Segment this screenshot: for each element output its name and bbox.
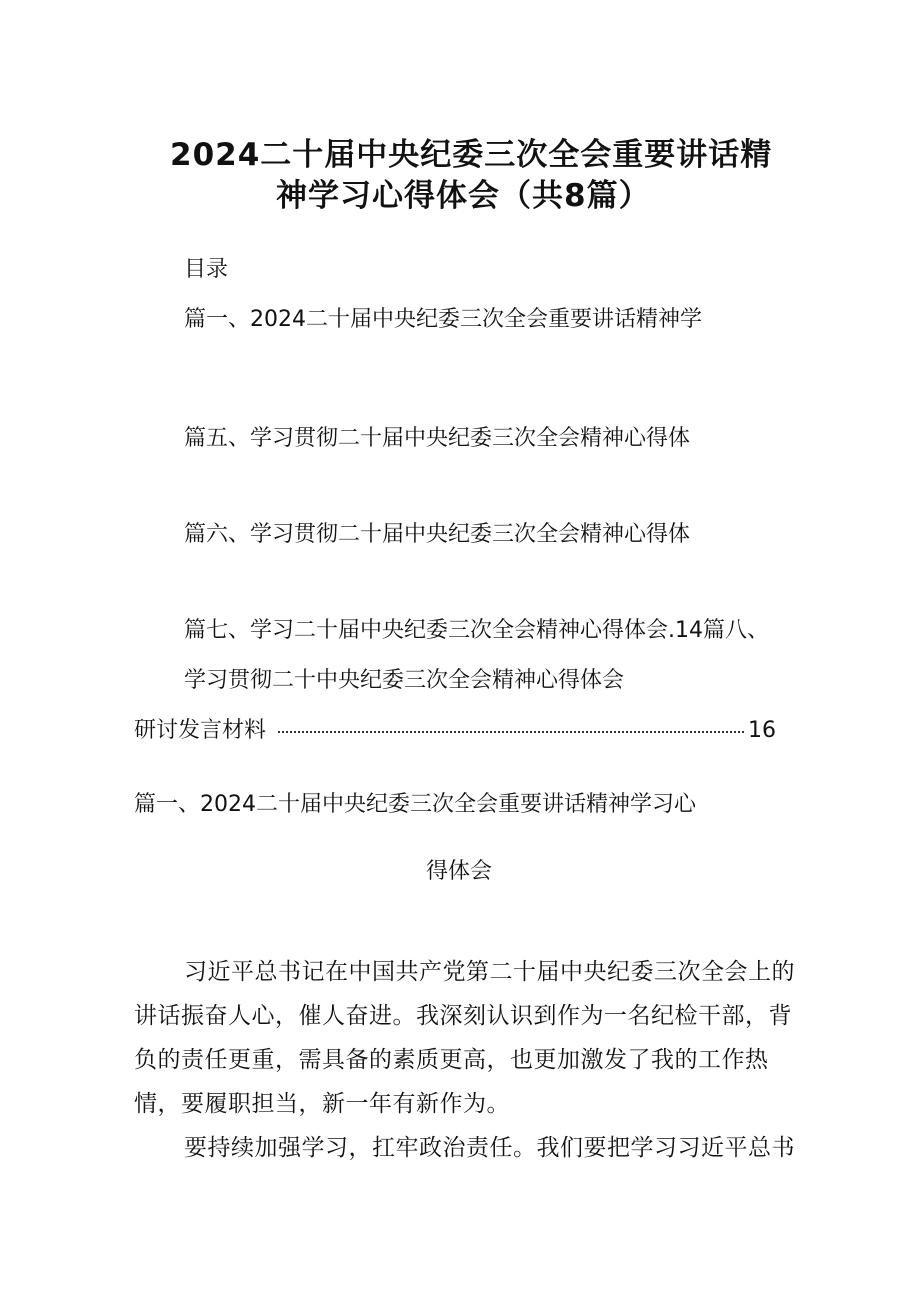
- paragraph-line: 情，要履职担当，新一年有新作为。: [134, 1091, 510, 1117]
- toc-dot-leader: [278, 731, 744, 733]
- toc-item[interactable]: 篇五、学习贯彻二十届中央纪委三次全会精神心得体: [184, 426, 691, 451]
- paragraph-line: 要持续加强学习，扛牢政治责任。我们要把学习习近平总书: [184, 1135, 795, 1161]
- section-heading-line-1: 篇一、2024二十届中央纪委三次全会重要讲话精神学习心: [134, 792, 696, 817]
- toc-heading: 目录: [184, 257, 229, 282]
- section-heading-line-2: 得体会: [426, 859, 493, 884]
- paragraph-line: 习近平总书记在中国共产党第二十届中央纪委三次全会上的: [184, 959, 795, 985]
- toc-page-number: 16: [748, 718, 776, 743]
- document-title-line-2: 神学习心得体会（共8篇）: [276, 178, 651, 214]
- paragraph-line: 负的责任更重，需具备的素质更高，也更加激发了我的工作热: [134, 1047, 769, 1073]
- toc-item[interactable]: 篇七、学习二十届中央纪委三次全会精神心得体会.14篇八、: [184, 618, 769, 643]
- toc-item[interactable]: 篇六、学习贯彻二十届中央纪委三次全会精神心得体: [184, 522, 691, 547]
- toc-item[interactable]: 篇一、2024二十届中央纪委三次全会重要讲话精神学: [184, 307, 702, 332]
- document-title-line-1: 2024二十届中央纪委三次全会重要讲话精: [170, 137, 773, 173]
- toc-item[interactable]: 学习贯彻二十中央纪委三次全会精神心得体会: [184, 668, 625, 693]
- paragraph-line: 讲话振奋人心，催人奋进。我深刻认识到作为一名纪检干部，背: [134, 1003, 792, 1029]
- toc-item-label[interactable]: 研讨发言材料: [134, 718, 267, 743]
